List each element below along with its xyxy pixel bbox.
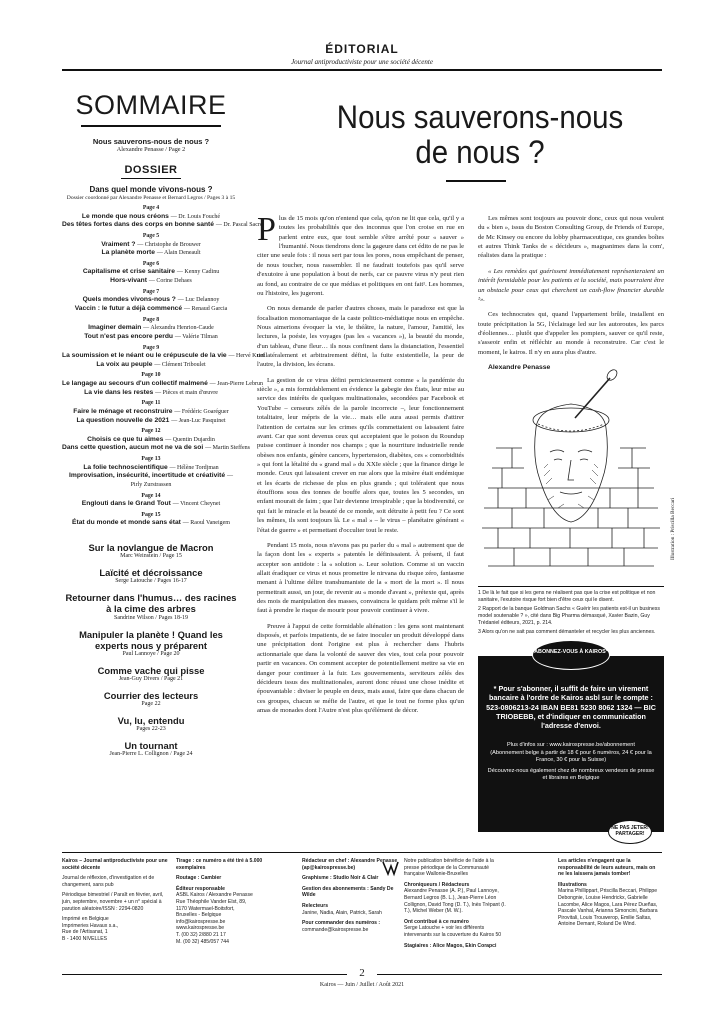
toc-entry-author: — Dr. Louis Fouché <box>170 213 221 220</box>
toc-entry-line <box>62 277 240 286</box>
toc-entry-title: Englouti dans le Grand Tout <box>81 500 171 508</box>
toc-entry-author: — Frédéric Goaréguer <box>174 408 229 415</box>
toc-entry-title: Choisis ce que tu aimes <box>87 435 164 443</box>
toc-entry[interactable] <box>62 352 265 361</box>
toc-entry-title: État du monde et monde sans état <box>72 519 181 527</box>
toc-entry-title: Le langage au secours d'un collectif malmené <box>62 379 208 387</box>
footnote: 3 Alors qu'on ne sait pas comment démanteler et recycler les plus anciennes. <box>478 629 656 636</box>
toc-feature-title: Un tournant <box>124 740 178 752</box>
paragraph-text: lus de 15 mois qu'on n'entend que cela, qu'on ne lit que cela, qu'il y a toutes les probabilités que des inconnus que l'on croise en rue en parlent entre eux, que tout semble s'être arrêté pour « sauver » l'humanité. Nous tiendrons donc la gageure dans cet édito de ne pas le citer une seule fois : il nous sert par tous les pores, nous empêchant de penser, de nous toucher, nous rassembler. Il ne faudrait toutefois pas qu'il serve d'exutoire à une population à bout de nerfs, car ce pauvre virus n'y peut rien au fond, au contraire de ce que médias et politiques en ont fait¹. Les hommes, ou l'histoire, les jugeront. <box>257 215 464 297</box>
toc-entry-title: La question nouvelle de 2021 <box>76 416 170 424</box>
toc-feature[interactable] <box>62 665 240 684</box>
footer-line: T. (00 32) 2/880 21 17 <box>176 932 226 939</box>
article-title <box>314 100 645 169</box>
toc-entry[interactable] <box>62 241 240 250</box>
toc-entry-line <box>62 464 240 473</box>
toc-entry-author: — Alexandra Henrion-Caude <box>143 325 214 332</box>
article-paragraph-4: Pendant 15 mois, nous n'avons pas pu parler du « mal » autrement que de la façon dont les « experts » patentés le définissaient. À présent, il faut accepter son antidote : la « solution ». Leur solution. Comme si un vaccin allait éradiquer ce virus et nous promettre le nirvana du risque zéro, fantasme menant à l'ultime délire transhumaniste de la « mort de la mort ». Il nous permettrait aussi, un jour, de revenir au « monde d'avant », prétexte qui, après des mois de manipulation des masses, convaincra le quidam prêt même s'il le faut à prendre le risque de mourir pour pouvoir continuer à vivre. <box>257 541 464 615</box>
footer-line: Rue de l'Artisanat, 1 <box>62 929 108 936</box>
toc-entry-author: — Pièces et main d'œuvre <box>155 389 218 396</box>
toc-lead-meta: Alexandre Penasse / Page 2 <box>116 145 186 153</box>
toc-entry-title: La soumission et le néant ou le crépuscule de la vie <box>62 352 227 360</box>
toc-feature-title: Retourner dans l'humus… des racines à la cime des arbres <box>65 592 237 615</box>
subscription-info <box>486 742 656 783</box>
footer-line: M. (00 32) 485/057 744 <box>176 938 229 945</box>
footer-column-contributors <box>404 858 510 949</box>
subscribe-badge: ABONNEZ-VOUS À KAIROS* <box>532 640 610 670</box>
issue-info: Kairos — Juin / Juillet / Août 2021 <box>319 982 405 988</box>
footer-line: Graphisme : Studio Noir & Clair <box>302 875 379 882</box>
toc-entry-title: La voix au peuple <box>96 360 153 368</box>
subscription-vendors: Découvrez-nous également chez de nombreux vendeurs de presse et libraires en Belgique <box>487 767 655 782</box>
toc-feature[interactable] <box>62 690 240 709</box>
toc-entry-line <box>62 389 240 398</box>
header-rule <box>62 69 662 71</box>
article-column-1 <box>257 211 464 721</box>
toc-feature[interactable] <box>62 542 240 561</box>
toc-entry-line <box>62 296 240 305</box>
footer-line: Alexandre Penasse (A. P.), Paul Lannoye, Bernard Legros (B. L.), Jean-Pierre Léon Collignon, David Tong (D. T.), Inès Trépant (I. T.), Michel Weber (M. W.). <box>404 888 506 915</box>
toc-entry[interactable] <box>62 305 240 314</box>
toc-entry[interactable] <box>62 519 240 528</box>
toc-entry-title: Quels mondes vivons-nous ? <box>82 296 176 304</box>
toc-entry-author: — Raoul Vaneigem <box>182 520 230 527</box>
toc-entry[interactable] <box>62 221 263 230</box>
article-paragraph-6: Les mêmes sont toujours au pouvoir donc, ceux qui nous veulent du « bien », issus du Boston Consulting Group, de Friends of Europe, de Mc Kinsey ou encore du lobby pharmaceutique, ces grandes boîtes et autres Think Tanks de « décideurs », magnanimes dans la com', réalistes dans la pratique : <box>478 215 664 260</box>
footer-line: Imprimé en Belgique <box>62 916 109 923</box>
toc-feature-title: Manipuler la planète ! Quand les experts nous y préparent <box>79 628 223 651</box>
toc-feature-meta: Paul Lannoye / Page 20 <box>122 651 180 658</box>
toc-feature[interactable] <box>62 715 240 734</box>
toc-entry-title: Imaginer demain <box>88 324 142 332</box>
footer-line: Gestion des abonnements : Sandy De Wilde <box>302 885 394 899</box>
toc-entry-line <box>62 324 240 333</box>
footer-line: Relecteurs <box>302 903 329 910</box>
toc-entry[interactable] <box>62 213 240 222</box>
footer-line: B - 1400 NIVELLES <box>62 936 108 943</box>
toc-feature-title: Vu, lu, entendu <box>117 715 185 727</box>
page-number: 2 <box>359 967 365 979</box>
toc-entry-line <box>62 221 263 230</box>
toc-entry-title: Faire le ménage et reconstruire <box>73 407 173 415</box>
toc-entry-title: La folie technoscientifique <box>83 463 168 471</box>
toc-entry-title: Le monde que nous créons <box>81 212 169 220</box>
toc-page-label: Page 7 <box>142 288 160 295</box>
toc-entry[interactable] <box>62 464 240 473</box>
toc-entry[interactable] <box>62 333 240 342</box>
toc-entry[interactable] <box>62 417 240 426</box>
toc-entry-line <box>62 417 240 426</box>
dossier-rule <box>121 178 181 179</box>
toc-entry[interactable] <box>62 296 240 305</box>
toc-page-label: Page 11 <box>141 400 161 407</box>
toc-entry[interactable] <box>62 379 263 389</box>
toc-feature-title: Comme vache qui pisse <box>97 664 205 676</box>
toc-entry-author: — Jean-Luc Pasquinet <box>171 417 226 424</box>
footer-line: ASBL Kairos / Alexandre Penasse <box>176 892 253 899</box>
toc-entry-title: Des têtes fortes dans des corps en bonne santé <box>62 221 215 229</box>
toc-rule <box>81 125 221 127</box>
toc-entry-author: — Jean-Pierre Lebrun <box>209 380 263 387</box>
footnotes-rule <box>478 586 664 587</box>
toc-feature[interactable] <box>62 629 240 659</box>
article-paragraph-5: Preuve à l'appui de cette formidable aliénation : les gens sont maintenant disposés, et parfois impatients, de se faire inoculer un produit développé dans une précipitation dont l'origine est plus à rechercher dans l'hubris actionnariale que dans la volonté de sauver des vies, tout cela pour pouvoir partir en vacances. On comment accepter de potentiellement mettre sa vie en danger pour continuer à la fuir. Les gouvernements, serviteurs zélés des décideurs issus des multinationales, auront donc réussi une chose inédite et épouvantable : diviser le peuple en deux, mais aussi, faire que dans chacun de ces groupes, chacun se méfie de l'autre, et que le tout ne forme plus qu'un amas de monades dont l'Autre n'est plus qu'élément de décor. <box>257 622 464 714</box>
article-title-line-2: de nous ? <box>415 133 545 170</box>
footer-line: Pour commander des numéros : <box>302 920 381 927</box>
toc-entry[interactable] <box>62 481 240 490</box>
footer-line: info@kairospresse.be <box>176 918 226 925</box>
footer-line: Les articles n'engagent que la responsabilité de leurs auteurs, mais on ne les laissera jamais tomber! <box>558 858 656 878</box>
toc-page-label: Page 8 <box>142 316 160 323</box>
toc-feature-title: Laïcité et décroissance <box>99 567 203 579</box>
toc-entry[interactable] <box>62 436 240 445</box>
share-badge: NE PAS JETER! PARTAGER! <box>608 820 652 844</box>
article-paragraph-3: La gestion de ce virus défini pernicieusement comme « la pandémie du siècle », a mis formidablement en évidence la gabegie des États, leur mise au service des intérêts de quelques multinationales, secondées par Facebook et YouTube – censeurs zélés de la parole incorrecte –, leur fonctionnement totalitaire, leur mépris de la vie… mais elle aura aussi permis d'attirer l'attention de certains sur les crimes qu'ils commettaient ou laissaient faire avant. Car que sont devenus ceux qui acceptaient que le poison du Roundup puisse continuer à inonder nos champs ; que la nourriture industrielle rende obèses nos enfants, génère cancers, hypertension, diabètes, ces « comorbidités » qui font la létalité du « grand mal » du XXIe siècle ; que la finance dirige le monde. Ceux qui laissaient crever en rue alors que la misère était endémique et les écarts de richesse de plus en plus grands ; qui toléraient que nous étouffions sous des tonnes de bouffe alors que, toutes les 5 secondes, un enfant mourait de faim ; que l'air devienne irrespirable ; que la biodiversité, ce qui fait le miracle et la beauté de ce monde, soit détruite à petit feu ? Ce sont les mêmes, ils sont toujours là. Le « mal » – le virus – planétaire générant « l'état de guerre » et permettant d'occulter tout le reste. <box>257 376 464 534</box>
toc-entry-line <box>62 444 250 453</box>
toc-entry-author: Pirly Zurstrassen <box>130 481 172 488</box>
footer-line: commande@kairospresse.be <box>302 926 369 933</box>
subscription-text: * Pour s'abonner, il suffit de faire un virement bancaire à l'ordre de Kairos asbl sur le compte : 523-0806213-24 IBAN BE81 5230 8062 1324 — BIC TRIOBEBB, et d'indiquer en communication l'adresse d'envoi. <box>486 684 656 731</box>
toc-entry-author: — Martin Steffens <box>205 445 250 452</box>
footer-column-illustrators <box>558 858 662 928</box>
toc-entry-author: — Vincent Cheynet <box>172 501 221 508</box>
footer-line: Kairos – Journal antiproductiviste pour une société décente <box>62 858 168 871</box>
toc-entry-title: La vie dans les restes <box>84 388 154 396</box>
toc-entry-title: La planète morte <box>101 249 155 257</box>
toc-page-list <box>62 205 265 528</box>
footer-line: Périodique bimestriel / Paraît en février, avril, juin, septembre, novembre + un n° spécial à parution aléatoire/ISSN : 2294-0820 <box>62 892 164 912</box>
footer-line: Tirage : ce numéro a été tiré à 5.000 exemplaires <box>176 858 263 871</box>
drop-cap: P <box>257 211 276 248</box>
toc-feature-meta: Page 22 <box>141 701 161 708</box>
toc-entry-line <box>62 472 240 481</box>
article-column-2 <box>478 214 664 373</box>
toc-entry[interactable] <box>62 389 240 398</box>
footer-column-publication <box>62 858 168 943</box>
toc-entry-line <box>62 361 240 370</box>
toc-title: SOMMAIRE <box>75 90 227 120</box>
toc-feature-meta: Jean-Guy Divers / Page 21 <box>118 676 184 683</box>
toc-entry-line <box>62 241 240 250</box>
footer-line: Rue Théophile Vander Elst, 89, <box>176 899 247 906</box>
article-title-line-1: Nous sauverons-nous <box>336 99 624 135</box>
toc-entry-author: — Alain Deneault <box>156 250 201 257</box>
toc-entry-author: — Kenny Cadinu <box>176 269 220 276</box>
toc-entry-line <box>62 500 240 509</box>
toc-entry-author: — <box>226 473 233 480</box>
toc-entry[interactable] <box>62 249 240 258</box>
toc-feature-title: Sur la novlangue de Macron <box>88 542 214 554</box>
toc-lead-title: Nous sauverons-nous de nous ? <box>92 136 210 146</box>
footnotes <box>478 590 664 638</box>
toc-entry-line <box>62 408 240 417</box>
toc-entry[interactable] <box>62 277 240 286</box>
footnote: 1 De là le fait que si les gens ne réalisent pas que la crise est politique et non sanitaire, l'exutoire risque fort bien d'être ceux qui le disent. <box>478 590 656 604</box>
toc-entry-title: Dans cette question, aucun mot ne va de soi <box>62 444 204 452</box>
illustration-credit: Illustration : Priscilla Beccari <box>670 497 676 560</box>
toc-entry[interactable] <box>62 361 240 370</box>
toc-entry-line <box>62 379 263 389</box>
toc-entry[interactable] <box>62 268 240 277</box>
toc-feature-title: Courrier des lecteurs <box>103 689 199 701</box>
toc-page-label: Page 14 <box>141 492 161 499</box>
footer-line: Serge Latouche + voir les différents intervenants sur la couverture du Kairos 50 <box>404 925 502 939</box>
toc-entry-line <box>62 481 240 490</box>
section-tagline: Journal antiproductiviste pour une société décente <box>291 58 433 66</box>
toc-page-label: Page 4 <box>142 205 160 212</box>
toc-entry-title: Capitalisme et crise sanitaire <box>82 268 175 276</box>
toc-feature[interactable] <box>62 567 240 586</box>
article-paragraph-2: On nous demande de parler d'autres choses, mais le paradoxe est que la focalisation monomaniaque de la caste politico-médiatique nous en empêche. Nous aimerions évoquer la vie, le théâtre, la nature, l'amour, l'amitié, les lectures, la poésie, les voyages (pas les « vacances »), la beauté du monde, d'un tableau, d'une fleur… ils nous confinent dans la distanciation, l'essentiel unilatéralement et arbitrairement défini, la fuite existentielle, la peur de l'autre, la division, les écrans. <box>257 305 464 369</box>
dossier-head-title: Dans quel monde vivons-nous ? <box>89 184 213 194</box>
toc-entry-author: — Hervé Krief <box>228 353 265 360</box>
toc-entry-title: Vaccin : le futur a déjà commencé <box>74 305 183 313</box>
toc-feature-meta: Marc Weinstein / Page 15 <box>120 553 182 560</box>
table-of-contents <box>62 90 265 759</box>
toc-entry-author: — Dr. Pascal Sacré <box>215 222 263 229</box>
footer-line: Bruxelles - Belgique <box>176 912 222 919</box>
footer-line: Imprimeries Havaux s.a., <box>62 922 119 929</box>
toc-page-label: Page 9 <box>142 344 160 351</box>
footer-line: www.kairospresse.be <box>176 925 225 932</box>
toc-entry-title: Tout n'est pas encore perdu <box>84 332 174 340</box>
footer-rule <box>62 852 662 853</box>
toc-features <box>62 542 240 759</box>
footer-line: Marina Phillippart, Priscilla Beccari, Philippe Debongnie, Louise Hendrickx, Gabrielle Lacombe, Alice Magos, Lara Pérez Dueñas, Pascale Vanhal, Arianna Simoncini, Barbara Pirovitali, Louis Trouwerop, Emilie Saltas, Antoine Demant, Roland De Wind. <box>558 888 658 928</box>
toc-entry-author: — Christophe de Brouwer <box>137 241 201 248</box>
toc-entry-author: — Valérie Tilman <box>174 333 218 340</box>
footnote: 2 Rapport de la banque Goldman Sachs « Guérir les patients est-il un business model soutenable ? », cité dans Big Pharma démasqué, Xavier Bazin, Guy Trédaniel éditeurs, 2021, p. 214. <box>478 606 660 627</box>
toc-entry-line <box>62 333 240 342</box>
subscription-prices: (Abonnement belge à partir de 18 € pour 6 numéros, 24 € pour la France, 30 € pour la Suisse) <box>490 749 652 764</box>
toc-entry-author: — Corine Dehaes <box>148 278 192 285</box>
wallonie-bruxelles-logo-icon <box>380 858 400 878</box>
footer-line: Routage : Cambier <box>176 875 222 882</box>
toc-feature-meta: Sandrine Wilson / Pages 18-19 <box>114 614 188 621</box>
dossier-label: DOSSIER <box>124 163 178 176</box>
title-rule <box>446 180 506 182</box>
subscription-box <box>478 656 664 832</box>
toc-entry-line <box>62 305 240 314</box>
toc-entry[interactable] <box>62 444 250 453</box>
toc-entry[interactable] <box>62 408 240 417</box>
toc-entry[interactable] <box>62 324 240 333</box>
footer-column-publisher <box>176 858 276 945</box>
toc-entry-author: — Luc Delannoy <box>177 297 220 304</box>
toc-page-label: Page 15 <box>141 511 161 518</box>
footer-line: Ont contribué à ce numéro <box>404 918 469 925</box>
toc-page-label: Page 13 <box>141 456 161 463</box>
footer-line: Illustrations <box>558 881 587 888</box>
toc-entry-title: Improvisation, insécurité, incertitude et créativité <box>69 472 226 480</box>
toc-entry-line <box>62 436 240 445</box>
footer-line: Éditeur responsable <box>176 885 225 892</box>
toc-entry-title: Hors-vivant <box>110 277 147 285</box>
article-signature: Alexandre Penasse <box>488 364 551 372</box>
toc-entry-author: — Clément Triboulet <box>154 361 206 368</box>
toc-feature-meta: Jean-Pierre L. Collignon / Page 24 <box>109 751 193 758</box>
footer-line: 1170 Watermael-Boitsfort, <box>176 905 235 912</box>
toc-feature[interactable] <box>62 592 240 622</box>
footer-line: Janine, Nadia, Alain, Patrick, Sarah <box>302 909 382 916</box>
toc-entry-author: — Quentin Dujardin <box>165 436 215 443</box>
article-quote: « Les remèdes qui guérissent immédiatement représenteraient un intérêt formidable pour les patients et la société, mais pourraient être un obstacle pour ceux qui cherchent un cash-flow financier durable ²». <box>478 267 664 303</box>
section-title: ÉDITORIAL <box>325 42 399 56</box>
toc-feature-meta: Pages 22-23 <box>136 726 166 733</box>
dossier-head-meta: Dossier coordonné par Alexandre Penasse et Bernard Legros / Pages 3 à 15 <box>66 194 236 201</box>
illustration-head-in-wall <box>478 368 664 580</box>
toc-page-label: Page 10 <box>141 372 161 379</box>
toc-entry-title: Vraiment ? <box>101 240 136 248</box>
toc-page-label: Page 5 <box>142 233 160 240</box>
subscription-link[interactable]: Plus d'infos sur : www.kairospresse.be/abonnement <box>507 742 635 748</box>
article-paragraph-7: Ces technocrates qui, quand l'appartement brûle, installent en toute précipitation la 5G, l'éclairage led sur les autoroutes, les parcs d'éoliennes… plutôt que d'appeler les pompiers, sauver ce qu'il reste, s'asseoir enfin et réfléchir au monde à reconstruire. Car c'est le moment, le kairos. Il n'y en aura plus d'autre. <box>478 311 664 356</box>
footer-line: Notre publication bénéficie de l'aide à la presse périodique de la Communauté française Wallonie-Bruxelles <box>404 858 494 878</box>
footer-line: Rédacteur en chef : Alexandre Penasse (ap@kairospresse.be) <box>302 858 398 871</box>
toc-feature[interactable] <box>62 740 240 759</box>
toc-entry-line <box>62 213 240 222</box>
toc-feature-meta: Serge Latouche / Pages 16-17 <box>115 578 187 585</box>
toc-entry-line <box>62 268 240 277</box>
editorial-header <box>0 42 724 66</box>
footer-line: Chroniqueurs / Rédacteurs <box>404 881 470 888</box>
toc-entry-line <box>62 249 240 258</box>
toc-entry-line <box>62 519 240 528</box>
article-paragraph-1 <box>257 211 464 298</box>
toc-entry[interactable] <box>62 500 240 509</box>
toc-page-label: Page 6 <box>142 260 160 267</box>
toc-entry-line <box>62 352 265 361</box>
footer-line: Journal de réflexion, d'investigation et de changement, sans pub <box>62 875 155 888</box>
footer-line: Stagiaires : Alice Magos, Ekin Corapci <box>404 942 497 949</box>
toc-entry-author: — Hélène Tordjman <box>169 464 219 471</box>
toc-entry[interactable] <box>62 472 240 481</box>
toc-page-label: Page 12 <box>141 428 161 435</box>
toc-entry-author: — Renaud Garcia <box>183 306 228 313</box>
